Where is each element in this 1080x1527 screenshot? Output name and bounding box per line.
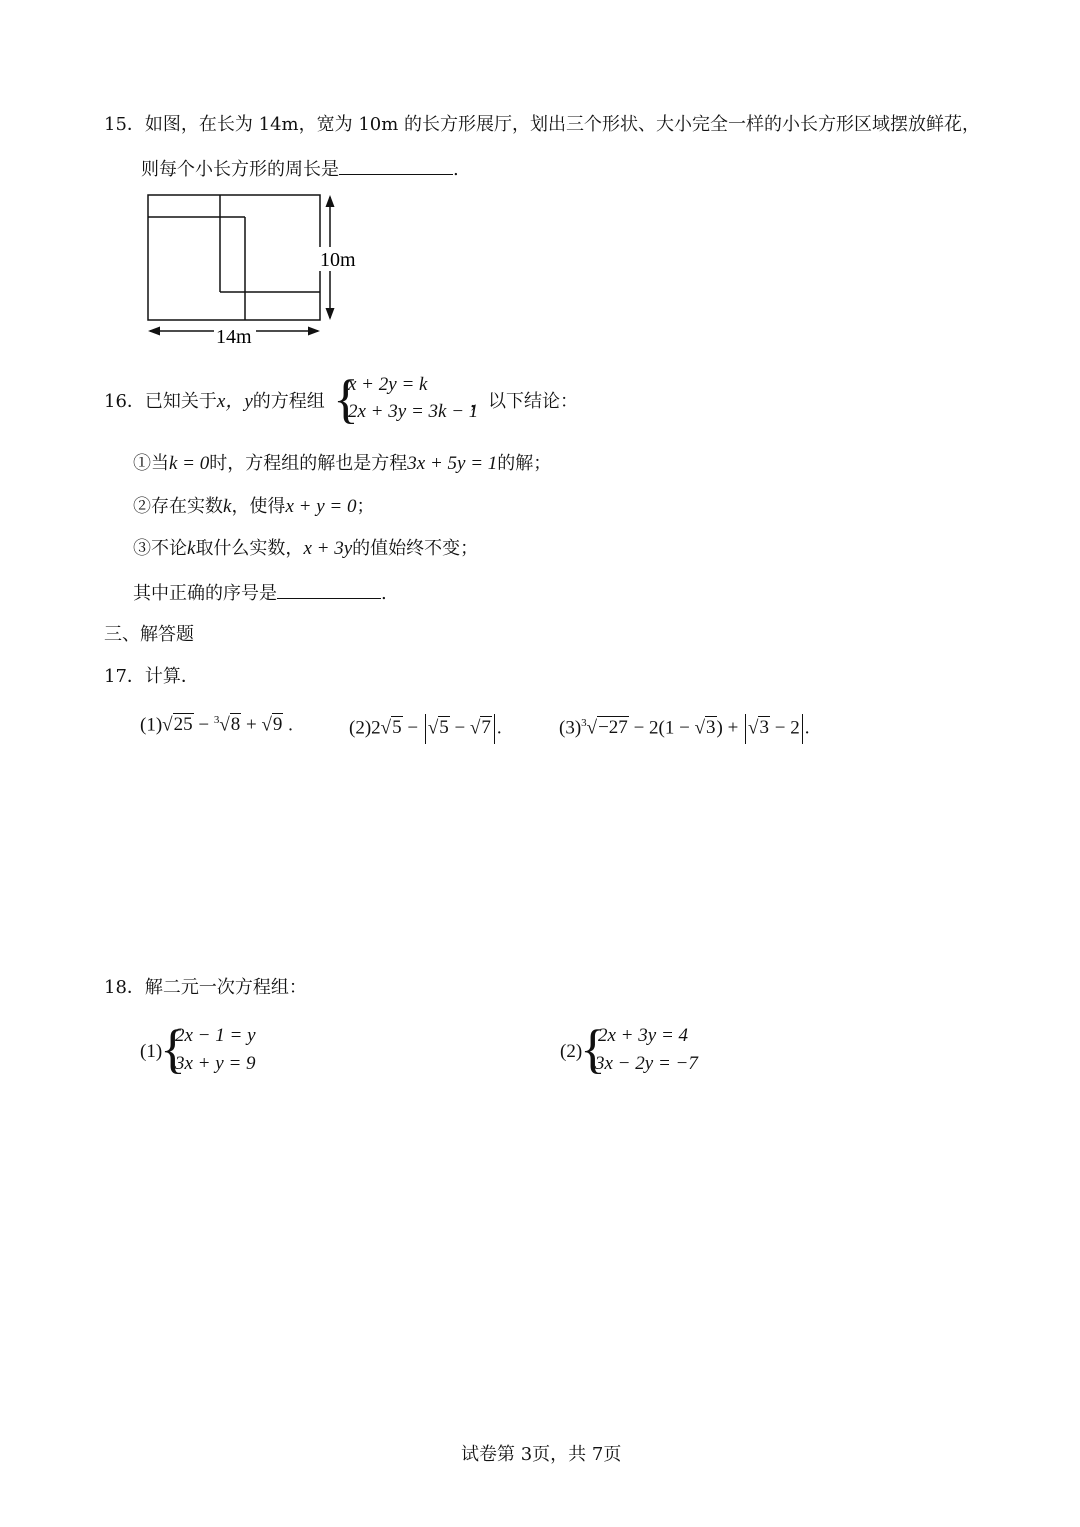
- q17-p1-label: (1): [140, 714, 163, 736]
- c1-eq: 3x + 5y = 1: [407, 453, 498, 474]
- c3-post: 的值始终不变；: [352, 538, 479, 559]
- ask-post: .: [381, 583, 387, 604]
- q16-stem-post: ，以下结论：: [470, 391, 578, 412]
- width-label: 14m: [216, 326, 252, 348]
- q16-stem: [104, 390, 325, 414]
- q16-vars: x，y: [216, 391, 253, 412]
- q16-brace: {: [333, 369, 359, 429]
- q18-p2-eq2: 3x − 2y = −7: [595, 1053, 698, 1074]
- q18-p1-eq2: 3x + y = 9: [175, 1053, 256, 1074]
- q17-title: [104, 665, 199, 689]
- c3-pre: ③不论: [133, 538, 187, 559]
- q15-answer-blank: [339, 156, 453, 175]
- q16-eq1: x + 2y = k: [348, 374, 428, 395]
- q17-p3-label: (3): [559, 717, 582, 739]
- q15-line1: [104, 113, 980, 137]
- c1-mid: 时，方程组的解也是方程: [209, 453, 408, 474]
- q16-stem-mid: 的方程组: [252, 391, 325, 412]
- q17-part2: (2)2√5 − √5 − √7 .: [349, 714, 502, 744]
- q15-figure: [140, 185, 370, 350]
- q18-p1-brace: {: [160, 1019, 186, 1079]
- q18-p2-eq1: 2x + 3y = 4: [598, 1025, 689, 1046]
- q16-answer-blank: [277, 580, 381, 599]
- ask-pre: 其中正确的序号是: [133, 583, 277, 604]
- c2-post: ；: [356, 496, 375, 517]
- q15-line2: [141, 156, 459, 182]
- c2-var: k: [223, 496, 232, 517]
- q16-eq2: 2x + 3y = 3k − 1: [348, 401, 479, 422]
- q16-conclusion-2: [133, 495, 374, 519]
- q18-title: [104, 976, 307, 1000]
- q17-number: 17．: [104, 666, 145, 687]
- q17-p2-label: (2): [349, 717, 372, 739]
- height-label: 10m: [320, 249, 356, 271]
- c3-mid: 取什么实数，: [195, 538, 304, 559]
- page-footer: 试卷第 3页，共 7页: [461, 1444, 622, 1465]
- q16-stem-pre: 已知关于: [144, 391, 217, 412]
- q15-period: .: [453, 159, 459, 180]
- q17-part1: (1)√25 − $^3$√8 + √9 .: [140, 714, 293, 736]
- q18-p2-label: (2): [560, 1041, 583, 1062]
- q16-ask: [133, 580, 387, 606]
- hall-outline: [148, 195, 320, 320]
- q16-number: 16．: [104, 391, 145, 412]
- c1-post: 的解；: [497, 453, 552, 474]
- c3-var: k: [187, 538, 196, 559]
- q18-title-text: 解二元一次方程组：: [144, 977, 307, 998]
- c1-pre: ①当: [133, 453, 169, 474]
- c3-expr: x + 3y: [303, 538, 353, 559]
- q15-number: 15．: [104, 114, 145, 135]
- q18-p1-label: (1): [140, 1041, 163, 1062]
- q18-p2-brace: {: [580, 1019, 606, 1079]
- q15-stem: 如图，在长为 14m，宽为 10m 的长方形展厅，划出三个形状、大小完全一样的小长方形区域摆放鲜花，: [144, 114, 981, 135]
- c2-pre: ②存在实数: [133, 496, 223, 517]
- c2-eq: x + y = 0: [285, 496, 357, 517]
- section3-title: 三、解答题: [104, 624, 194, 645]
- c1-cond: k = 0: [169, 453, 210, 474]
- q18-p1-eq1: 2x − 1 = y: [175, 1025, 256, 1046]
- q18-number: 18．: [104, 977, 145, 998]
- q15-stem-2: 则每个小长方形的周长是: [141, 159, 339, 180]
- q16-conclusion-1: [133, 452, 551, 476]
- q17-part3: $(3)^3√-27 - 2(1 - √3) + √3 - 2$ .: [559, 714, 809, 744]
- q17-title-text: 计算．: [144, 666, 199, 687]
- c2-mid: ，使得: [231, 496, 286, 517]
- q16-conclusion-3: [133, 537, 478, 561]
